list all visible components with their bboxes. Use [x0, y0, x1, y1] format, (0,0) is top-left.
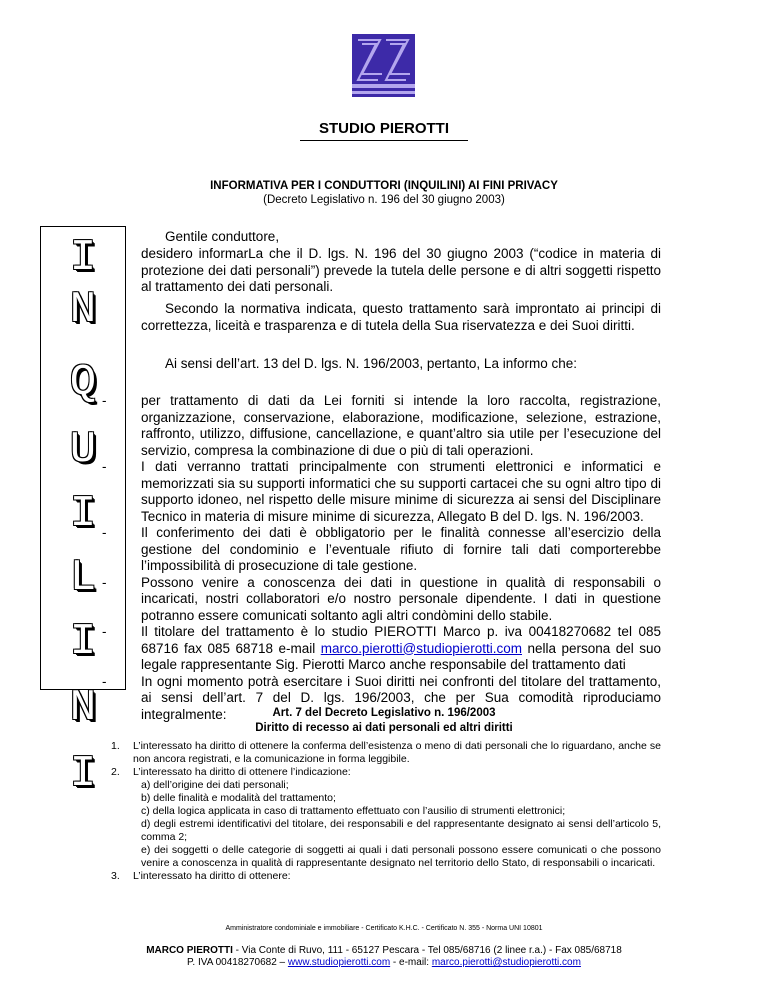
list-item-text: I dati verranno trattati principalmente con strumenti elettronici e informatici e memorizzati sia su supporti informatici che su supporti cartacei che su ogni altro tipo di supporto idoneo, nel rispetto delle misure minime di sicurezza ai sensi del Disciplinare Tecnico in materia di misure minime di sicurezza, Allegato B del D. lgs. N. 196/2003. [141, 459, 661, 524]
list-item [102, 393, 661, 459]
side-letter: Q [69, 358, 97, 408]
side-letter: I [69, 749, 97, 799]
list-item-text [141, 624, 661, 674]
article-subpoint: e) dei soggetti o delle categorie di soggetti ai quali i dati personali possono essere comunicati o che possono venire a conoscenza in qualità di rappresentante designato nel territorio dello Stato, di responsabili o incaricati. [141, 844, 661, 869]
article-heading-title: Art. 7 del Decreto Legislativo n. 196/2003 [272, 707, 496, 719]
article-point-text: L’interessato ha diritto di ottenere la conferma dell’esistenza o meno di dati personali che lo riguardano, anche se non ancora registrati, e la comunicazione in forma leggibile. [133, 740, 661, 765]
intro-paragraph-2: Secondo la normativa indicata, questo trattamento sarà improntato ai principi di correttezza, liceità e trasparenza e di tutela della Sua riservatezza e dei Suoi diritti. [141, 301, 661, 333]
footer-vat: P. IVA 00418270682 – [187, 957, 288, 968]
list-bullet: - [102, 574, 107, 590]
studio-name: STUDIO PIEROTTI [318, 120, 449, 137]
side-letter: N [69, 285, 97, 335]
website-link[interactable]: www.studiopierotti.com [287, 957, 391, 968]
greeting: Gentile conduttore, [165, 229, 280, 244]
list-item-5-text-start: Il titolare del trattamento è lo studio PIEROTTI Marco p. iva 00418270682 tel 085 68716 fax 085 68718 e-mail [141, 624, 661, 656]
list-item [102, 575, 661, 625]
footer-vat-web [0, 957, 768, 968]
side-letter: U [69, 425, 97, 475]
article-point-text: L’interessato ha diritto di ottenere: [133, 870, 291, 882]
footer-address: - Via Conte di Ruvo, 111 - 65127 Pescara - Tel 085/68716 (2 linee r.a.) - Fax 085/68718 [232, 945, 622, 956]
article-point-number: 1. [111, 740, 120, 752]
footer-email-link[interactable]: marco.pierotti@studiopierotti.com [431, 957, 581, 968]
footer-contact [0, 945, 768, 956]
intro-paragraph-1: desidero informarLa che il D. lgs. N. 196 del 30 giugno 2003 (“codice in materia di protezione dei dati personali”) prevede la tutela delle persone e di altri soggetti rispetto al trattamento dei dati personali. [141, 246, 661, 294]
article-point-number: 2. [111, 766, 120, 778]
list-bullet: - [102, 393, 107, 408]
studio-logo-icon [352, 34, 415, 97]
side-letter: L [69, 553, 97, 603]
list-item-text: In ogni momento potrà esercitare i Suoi diritti nei confronti del titolare del trattamento, ai sensi dell’art. 7 del D. lgs. 196/2003, che per Sua comodità riproduciamo integralmente: [141, 673, 661, 722]
list-bullet: - [102, 624, 107, 639]
article-point-text: L’interessato ha diritto di ottenere l’indicazione: [133, 766, 351, 778]
article-point [111, 870, 661, 883]
list-item [102, 525, 661, 575]
footer-email-label: - e-mail: [390, 957, 432, 968]
article-subpoint: d) degli estremi identificativi del titolare, dei responsabili e del rappresentante designato ai sensi dell’articolo 5, comma 2; [141, 818, 661, 843]
header-rule [300, 140, 468, 141]
article-heading-subtitle: Diritto di recesso ai dati personali ed altri diritti [255, 722, 513, 734]
list-bullet: - [102, 459, 107, 474]
footer-name: MARCO PIEROTTI [146, 945, 233, 956]
list-item [102, 624, 661, 674]
document-subtitle: (Decreto Legislativo n. 196 del 30 giugno 2003) [263, 194, 505, 206]
list-bullet: - [102, 673, 107, 689]
article-subpoint: c) della logica applicata in caso di trattamento effettuato con l’ausilio di strumenti elettronici; [141, 805, 566, 817]
side-letter: I [69, 489, 97, 539]
list-item-text: Il conferimento dei dati è obbligatorio per le finalità connesse all’esercizio della gestione del condominio e l’eventuale rifiuto di fornire tali dati comporterebbe l’impossibilità di prosecuzione di tale gestione. [141, 525, 661, 573]
side-letter: N [69, 683, 97, 733]
article-text [111, 740, 661, 883]
document-title: INFORMATIVA PER I CONDUTTORI (INQUILINI) AI FINI PRIVACY [210, 180, 558, 192]
article-point-number: 3. [111, 870, 120, 882]
side-letter: I [69, 233, 97, 283]
list-item-text: Possono venire a conoscenza dei dati in questione in qualità di responsabili o incaricati, nostri collaboratori e/o nostro personale dipendente. I dati in questione potranno essere comunicati soltanto agli altri condòmini dello stabile. [141, 574, 661, 623]
email-link[interactable]: marco.pierotti@studiopierotti.com [320, 640, 523, 656]
list-bullet: - [102, 525, 107, 540]
article-subpoint: b) delle finalità e modalità del trattamento; [141, 792, 336, 804]
list-item [102, 459, 661, 525]
list-item-5-text-end: nella persona del suo legale rappresentante Sig. Pierotti Marco anche responsabile del trattamento dati [141, 640, 661, 672]
article-point [111, 766, 661, 779]
article-subpoint: a) dell’origine dei dati personali; [141, 779, 289, 791]
article-point [111, 740, 661, 766]
intro-paragraph-3: Ai sensi dell’art. 13 del D. lgs. N. 196/2003, pertanto, La informo che: [165, 356, 577, 371]
list-item-text: per trattamento di dati da Lei forniti si intende la loro raccolta, registrazione, organizzazione, conservazione, elaborazione, modificazione, selezione, estrazione, raffronto, utilizzo, diffusione, cancellazione, e quant’altro sia utile per l’esecuzione del servizio, compresa la combinazione di due o più di tali operazioni. [141, 393, 661, 458]
side-letter: I [69, 617, 97, 667]
article-heading [0, 706, 768, 736]
information-list [102, 393, 661, 723]
footer-certification: Amministratore condominiale e immobiliare - Certificato K.H.C. - Certificato N. 355 - Norma UNI 10801 [225, 925, 543, 932]
